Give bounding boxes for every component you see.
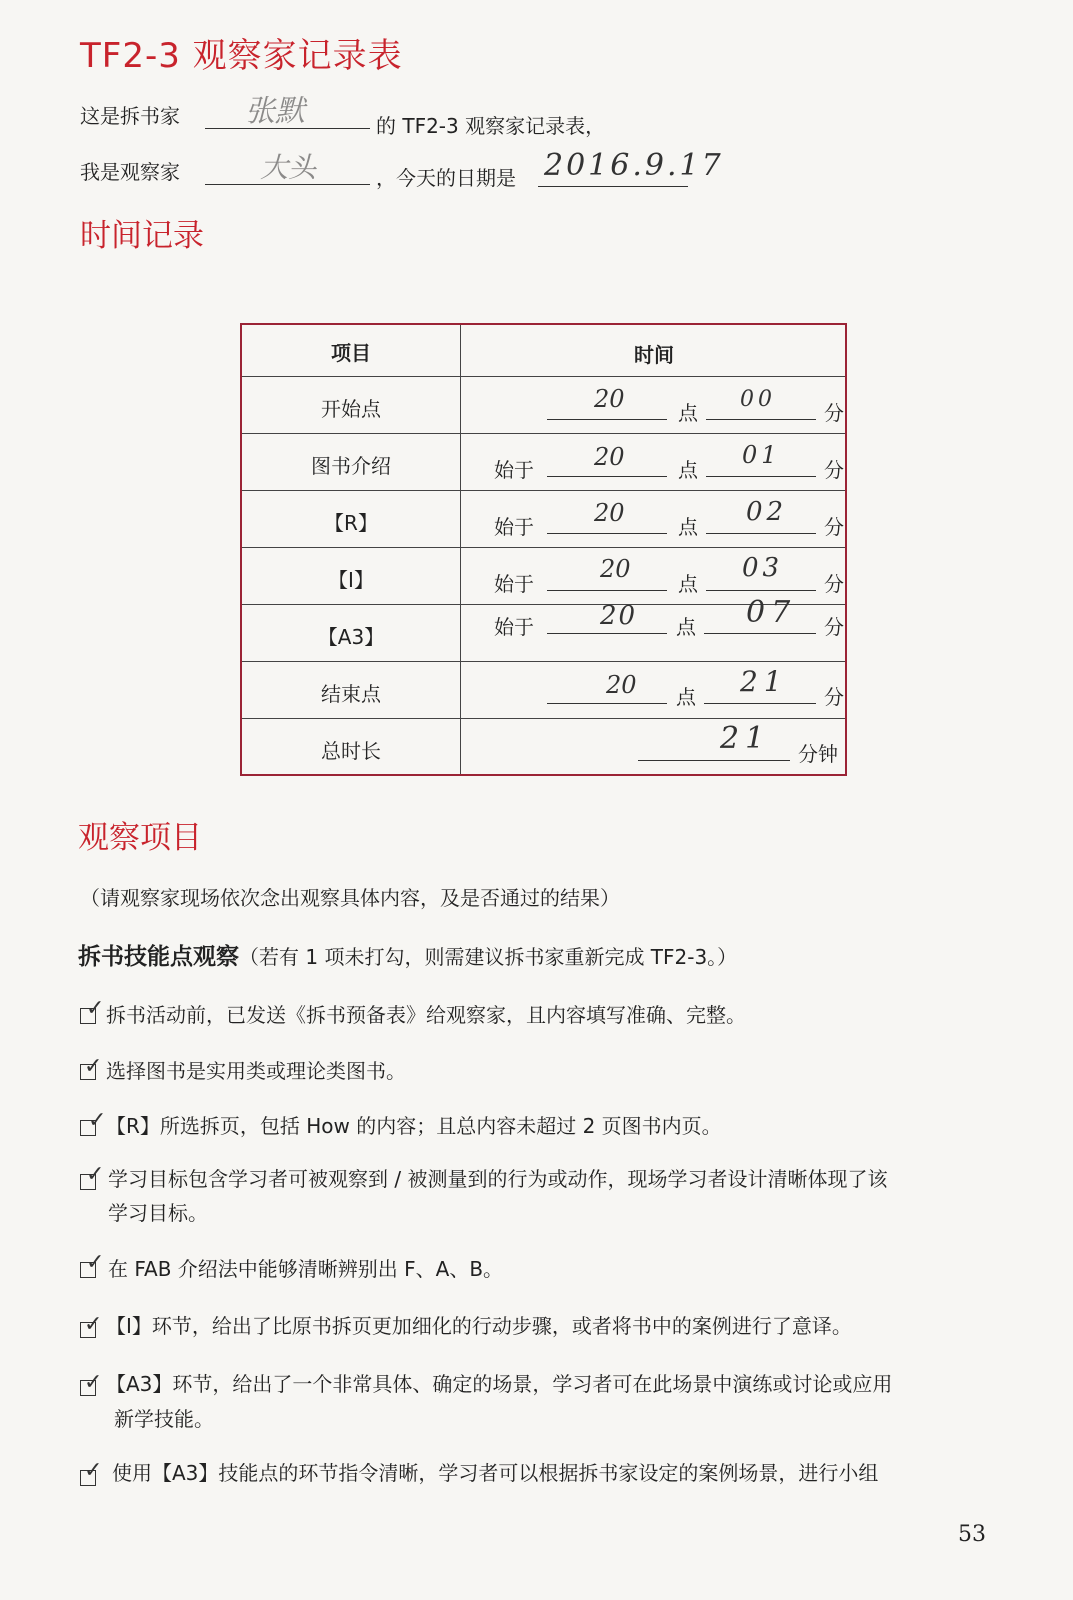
minute-unit: 分: [824, 515, 844, 539]
hour-unit: 点: [676, 615, 696, 639]
check-mark-icon: ✓: [86, 1250, 105, 1275]
checklist-item: 【A3】环节，给出了一个非常具体、确定的场景，学习者可在此场景中演练或讨论或应用: [106, 1372, 893, 1396]
hour-blank: [547, 590, 667, 591]
page-title: TF2-3 观察家记录表: [80, 36, 403, 76]
table-row-divider: [242, 661, 845, 662]
handwritten-date: 2016.9.17: [544, 148, 724, 183]
minute-blank: [706, 590, 816, 591]
total-unit: 分钟: [798, 742, 838, 766]
checklist-item: 【R】所选拆页，包括 How 的内容；且总内容未超过 2 页图书内页。: [106, 1114, 722, 1138]
minute-blank: [704, 633, 816, 634]
intro-line1-suffix: 的 TF2-3 观察家记录表，: [376, 114, 606, 138]
start-prefix: 始于: [494, 515, 534, 539]
minute-blank: [704, 703, 816, 704]
minute-unit: 分: [824, 615, 844, 639]
hour-blank: [547, 533, 667, 534]
start-prefix: 始于: [494, 615, 534, 639]
table-row-divider: [242, 433, 845, 434]
table-header-time: 时间: [634, 343, 674, 367]
intro-date-blank: [538, 186, 688, 187]
table-total-label: 总时长: [321, 739, 381, 763]
check-mark-icon: ✓: [86, 996, 105, 1021]
skill-title: 拆书技能点观察: [78, 944, 239, 970]
checklist-item: 学习目标包含学习者可被观察到 / 被测量到的行为或动作，现场学习者设计清晰体现了该: [108, 1167, 888, 1191]
start-prefix: 始于: [494, 572, 534, 596]
table-row-label: 【I】: [328, 568, 374, 592]
handwritten-hour: 20: [606, 671, 637, 699]
time-section-title: 时间记录: [80, 218, 204, 254]
start-prefix: 始于: [494, 458, 534, 482]
handwritten-minute: 03: [742, 553, 784, 583]
time-record-table: [240, 323, 847, 776]
check-mark-icon: ✓: [84, 1054, 103, 1079]
minute-blank: [706, 419, 816, 420]
handwritten-hour: 20: [594, 499, 625, 527]
minute-unit: 分: [824, 685, 844, 709]
handwritten-hour: 20: [594, 443, 625, 471]
hour-unit: 点: [676, 685, 696, 709]
skill-note: （若有 1 项未打勾，则需建议拆书家重新完成 TF2-3。）: [239, 945, 738, 969]
check-mark-icon: ✓: [86, 1162, 105, 1187]
checklist-item: 使用【A3】技能点的环节指令清晰，学习者可以根据拆书家设定的案例场景，进行小组: [112, 1461, 879, 1485]
observe-note: （请观察家现场依次念出观察具体内容，及是否通过的结果）: [80, 886, 620, 910]
table-row-divider: [242, 547, 845, 548]
checklist-item: 在 FAB 介绍法中能够清晰辨别出 F、A、B。: [108, 1257, 504, 1281]
check-mark-icon: ✓: [84, 1458, 103, 1483]
checklist-item-continuation: 学习目标。: [108, 1201, 208, 1225]
handwritten-total: 21: [720, 721, 771, 756]
table-row-label: 【A3】: [317, 625, 385, 649]
minute-blank: [706, 533, 816, 534]
hour-blank: [547, 633, 667, 634]
checklist-item: 【I】环节，给出了比原书拆页更加细化的行动步骤，或者将书中的案例进行了意译。: [106, 1314, 852, 1338]
check-mark-icon: ✓: [88, 1108, 107, 1133]
handwritten-minute: 01: [742, 441, 781, 469]
handwritten-minute: 02: [746, 497, 788, 527]
intro-line2-middle: ，今天的日期是: [376, 166, 516, 190]
table-row-label: 结束点: [321, 682, 381, 706]
table-row-divider: [242, 718, 845, 719]
skill-section-heading: [78, 938, 737, 971]
page-number: 53: [958, 1522, 986, 1547]
table-row-label: 图书介绍: [311, 454, 391, 478]
table-row-label: 开始点: [321, 397, 381, 421]
handwritten-hour: 20: [600, 601, 638, 631]
observe-section-title: 观察项目: [78, 820, 202, 856]
intro-line2-prefix: 我是观察家: [80, 160, 180, 184]
hour-unit: 点: [678, 458, 698, 482]
checklist-item-continuation: 新学技能。: [114, 1407, 214, 1431]
handwritten-hour: 20: [594, 385, 625, 413]
handwritten-observer-name: 大头: [260, 151, 317, 184]
intro-line1-prefix: 这是拆书家: [80, 104, 180, 128]
minute-unit: 分: [824, 572, 844, 596]
hour-unit: 点: [678, 515, 698, 539]
hour-blank: [547, 703, 667, 704]
table-row-label: 【R】: [324, 511, 378, 535]
handwritten-minute: 00: [740, 387, 776, 412]
table-row-divider: [242, 376, 845, 377]
handwritten-disassembler-name: 张默: [245, 94, 305, 129]
minute-unit: 分: [824, 458, 844, 482]
handwritten-minute: 21: [740, 665, 788, 698]
hour-unit: 点: [678, 572, 698, 596]
handwritten-minute: 07: [746, 595, 797, 630]
table-row-divider: [242, 490, 845, 491]
hour-blank: [547, 476, 667, 477]
checklist-item: 选择图书是实用类或理论类图书。: [106, 1059, 406, 1083]
hour-unit: 点: [678, 401, 698, 425]
table-header-item: 项目: [331, 341, 371, 365]
checklist-item: 拆书活动前，已发送《拆书预备表》给观察家，且内容填写准确、完整。: [106, 1003, 746, 1027]
minute-blank: [706, 476, 816, 477]
check-mark-icon: ✓: [84, 1370, 103, 1395]
handwritten-hour: 20: [600, 555, 631, 583]
total-blank: [638, 760, 790, 761]
minute-unit: 分: [824, 401, 844, 425]
hour-blank: [547, 419, 667, 420]
check-mark-icon: ✓: [84, 1312, 103, 1337]
table-column-divider: [460, 325, 461, 774]
